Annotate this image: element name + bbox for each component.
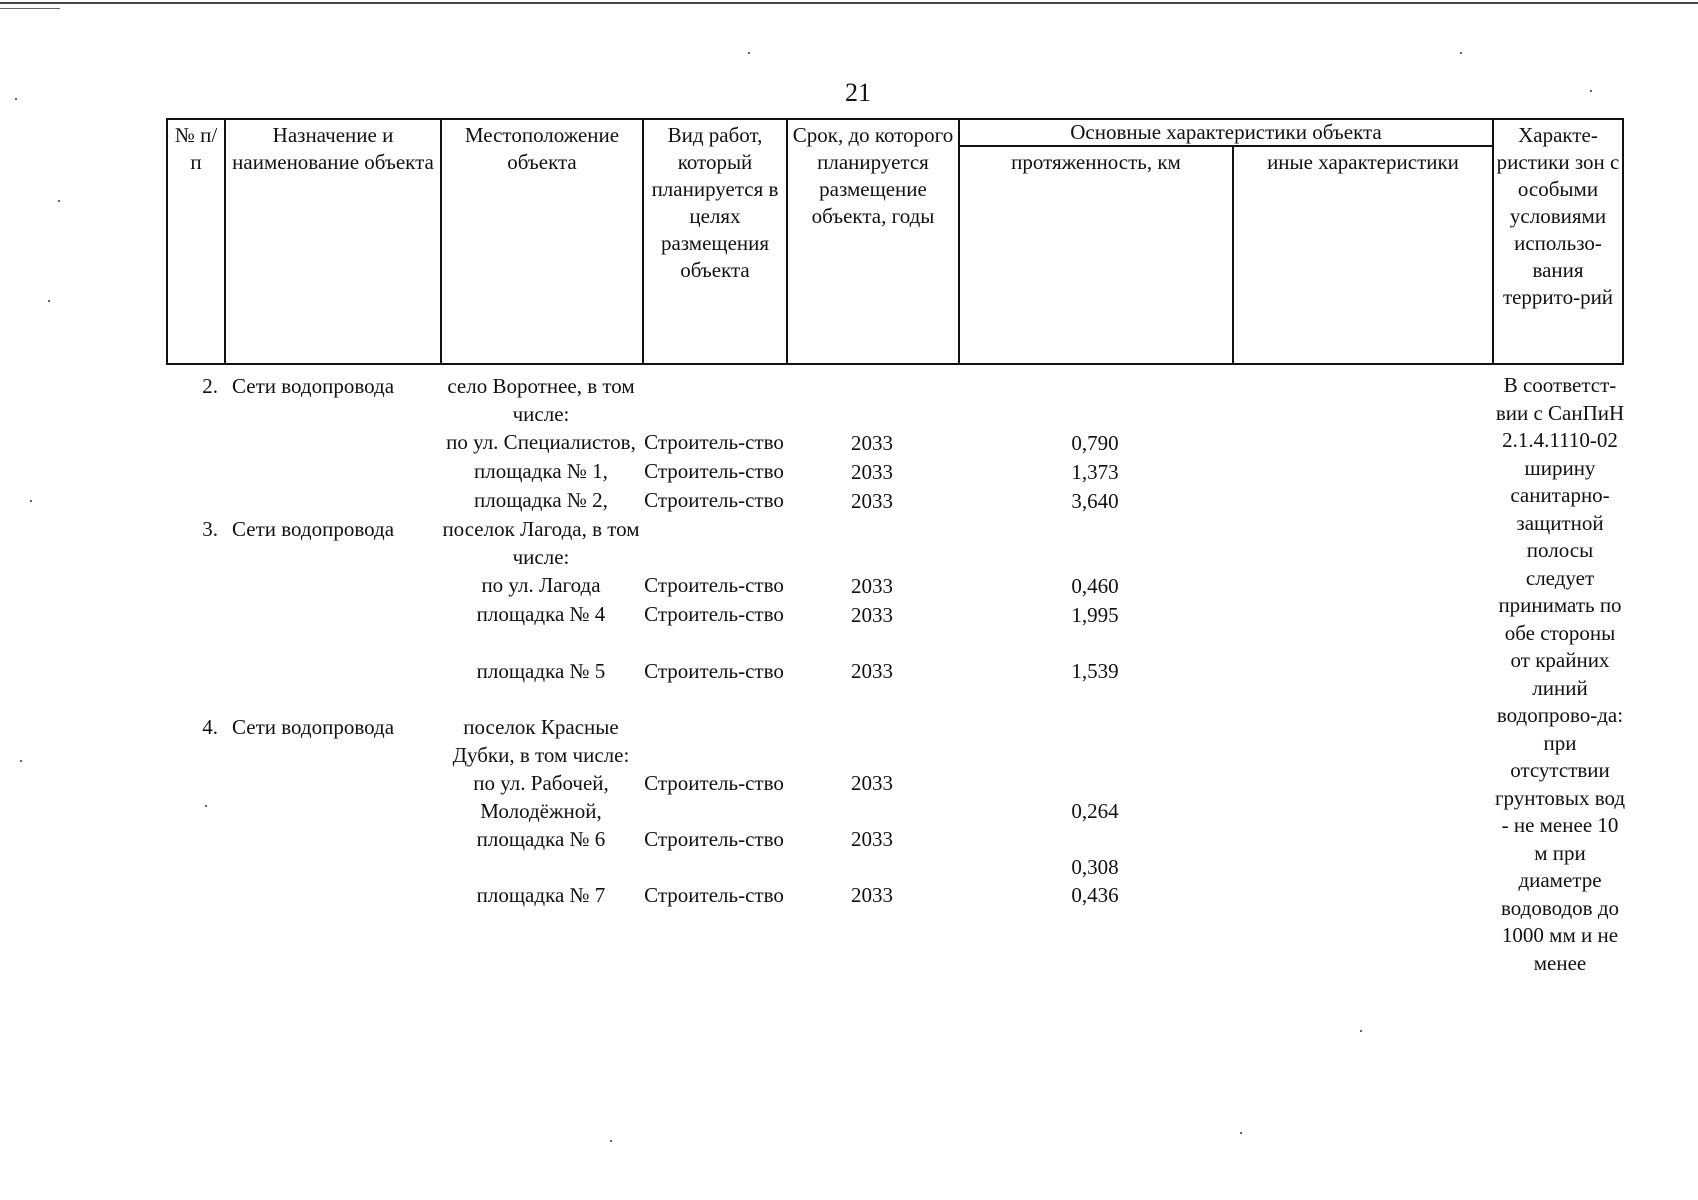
row-length [958, 713, 1232, 769]
header-main-characteristics: Основные характеристики объекта [959, 119, 1493, 146]
row-term: 2033 [851, 489, 893, 513]
row-location: по ул. Рабочей, Молодёжной, [473, 771, 609, 823]
header-zones: Характе-ристики зон с особыми условиями использо-вания террито-рий [1493, 119, 1623, 364]
row-length: 0,264 [1071, 799, 1119, 823]
scan-speck [1360, 1030, 1362, 1032]
row-work: Строитель-ство [644, 430, 784, 454]
row-work: Строитель-ство [644, 883, 784, 907]
row-term: 2033 [851, 431, 893, 455]
row-name: Сети водопровода [232, 517, 395, 541]
scan-speck [1460, 52, 1462, 54]
row-location: площадка № 7 [476, 883, 606, 907]
row-location: площадка № 2, [474, 488, 608, 512]
row-name: Сети водопровода [232, 715, 395, 739]
table-row [166, 457, 1492, 486]
row-term: 2033 [851, 574, 893, 598]
table-row [166, 515, 1492, 571]
row-work: Строитель-ство [644, 573, 784, 597]
row-term [786, 372, 958, 428]
table-header [166, 118, 1624, 365]
row-work: Строитель-ство [644, 827, 784, 851]
row-term: 2033 [851, 460, 893, 484]
scan-edge-line [0, 8, 60, 9]
row-name: Сети водопровода [232, 374, 395, 398]
row-num: 4. [202, 715, 218, 739]
row-num: 2. [202, 374, 218, 398]
row-work: Строитель-ство [644, 459, 784, 483]
table-row [166, 629, 1492, 713]
row-length: 0,308 [1071, 855, 1119, 879]
row-term: 2033 [851, 771, 893, 795]
header-location: Местоположение объекта [441, 119, 643, 364]
row-term: 2033 [851, 827, 893, 851]
scan-speck [748, 52, 750, 54]
row-location: площадка № 1, [474, 459, 608, 483]
row-length: 0,790 [1071, 431, 1119, 455]
row-length: 1,373 [1071, 460, 1119, 484]
scan-speck [30, 500, 32, 502]
header-work: Вид работ, который планируется в целях размещения объекта [643, 119, 787, 364]
row-length: 0,436 [1071, 883, 1119, 907]
table-row [166, 769, 1492, 825]
row-location: поселок Красные Дубки, в том числе: [452, 715, 630, 767]
row-location: по ул. Специалистов, [446, 430, 636, 454]
row-work [642, 713, 786, 769]
row-length: 0,460 [1071, 574, 1119, 598]
row-length: 1,539 [1071, 659, 1119, 683]
row-term: 2033 [851, 883, 893, 907]
row-num: 3. [202, 517, 218, 541]
header-name: Назначение и наименование объекта [225, 119, 441, 364]
table-row [166, 881, 1492, 909]
row-location: площадка № 4 [476, 602, 606, 626]
row-term: 2033 [851, 603, 893, 627]
row-term [786, 515, 958, 571]
table-row [166, 428, 1492, 457]
table-row [166, 713, 1492, 769]
row-location: поселок Лагода, в том числе: [442, 517, 640, 569]
row-work: Строитель-ство [644, 771, 784, 795]
row-work [642, 515, 786, 571]
row-work [642, 372, 786, 428]
table-row [166, 825, 1492, 881]
table-body [166, 372, 1492, 909]
row-work: Строитель-ство [644, 659, 784, 683]
row-work: Строитель-ство [644, 602, 784, 626]
row-location: по ул. Лагода [481, 573, 601, 597]
row-location: площадка № 6 [476, 827, 606, 851]
scan-edge-line [0, 2, 1698, 4]
row-work: Строитель-ство [644, 488, 784, 512]
table-row [166, 600, 1492, 629]
zone-characteristics-text: В соответст-вии с СанПиН 2.1.4.1110-02 ширину санитарно-защитной полосы следует принимать по обе стороны от крайних линий водопрово-да: при отсутствии грунтовых вод - не менее 10 м при диаметре водоводов до 1000 мм и не менее [1494, 373, 1626, 975]
header-other: иные характеристики [1233, 146, 1493, 364]
scan-speck [20, 760, 22, 762]
scan-speck [15, 98, 17, 100]
row-length [958, 515, 1232, 571]
row-length: 1,995 [1071, 603, 1119, 627]
scan-speck [48, 300, 50, 302]
scan-speck [58, 200, 60, 202]
header-term: Срок, до которого планируется размещение объекта, годы [787, 119, 959, 364]
row-location: село Воротнее, в том числе: [447, 374, 635, 426]
header-num: № п/п [167, 119, 225, 364]
table-row [166, 486, 1492, 515]
table-row [166, 372, 1492, 428]
header-length: протяженность, км [959, 146, 1233, 364]
table-row [166, 571, 1492, 600]
scan-speck [1590, 90, 1592, 92]
row-length: 3,640 [1071, 489, 1119, 513]
row-location: площадка № 5 [476, 659, 606, 683]
row-term [786, 713, 958, 769]
row-length [958, 372, 1232, 428]
page-number: 21 [845, 78, 871, 107]
scan-speck [610, 1140, 612, 1142]
row-term: 2033 [851, 659, 893, 683]
scan-speck [205, 805, 207, 807]
scan-speck [1240, 1132, 1242, 1134]
